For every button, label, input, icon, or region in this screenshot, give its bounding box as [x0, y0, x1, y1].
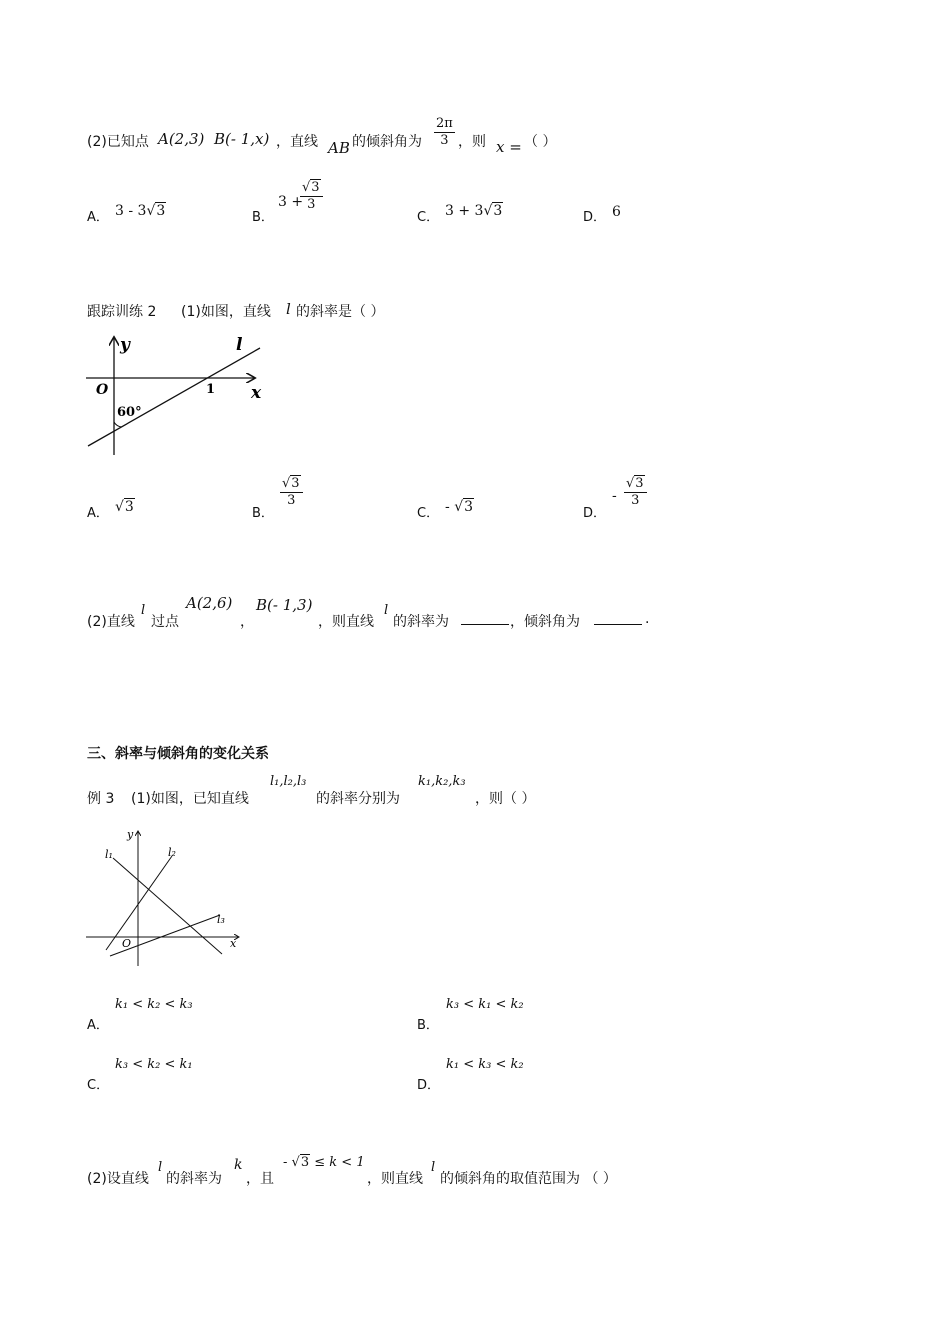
- fig2-x-label: x: [230, 937, 237, 950]
- t-option-d-den: 3: [631, 493, 640, 508]
- eq2-inequality: - √3 ≤ k < 1: [283, 1155, 365, 1170]
- example-label: 例 3: [87, 791, 115, 807]
- e-option-a-label: A．: [87, 1018, 109, 1033]
- e-option-c-expr: k₃ < k₂ < k₁: [115, 1057, 193, 1072]
- option-b-fraction: $\frac{√3}{3}$: [300, 180, 323, 213]
- t-option-b-den: 3: [287, 493, 296, 508]
- x-equals: x =: [496, 138, 522, 156]
- fig2-l1-label: l₁: [105, 848, 113, 861]
- option-b-rad: 3: [311, 180, 320, 195]
- t-option-c-label: C．: [417, 506, 440, 521]
- fraction-2pi-3: [434, 116, 455, 149]
- option-a-rad: 3: [156, 203, 166, 219]
- answer-paren: （ ）: [524, 134, 557, 150]
- exercise-q1-suffix: 的斜率是（ ）: [296, 304, 385, 320]
- fig-x-label: x: [251, 383, 262, 403]
- option-d-label: D．: [583, 210, 607, 225]
- eq2-slope: 的斜率为: [166, 1171, 222, 1187]
- e-option-d-expr: k₁ < k₃ < k₂: [446, 1057, 524, 1072]
- q2-suffix: ，则: [458, 134, 486, 150]
- t-option-a-rad: 3: [124, 499, 134, 515]
- q2-prefix: (2)已知点: [87, 134, 149, 150]
- option-b-den: 3: [307, 197, 316, 212]
- point-a: A(2,3): [158, 130, 205, 148]
- t-option-b-fraction: $\frac{√3}{3}$: [280, 476, 303, 509]
- fig-angle-label: 60°: [117, 405, 142, 420]
- fig-l-label: l: [236, 335, 243, 355]
- eq2-k: k: [234, 1157, 243, 1173]
- t-option-d-label: D．: [583, 506, 607, 521]
- e-option-b-label: B．: [417, 1018, 439, 1033]
- q2-mid: ，直线: [276, 134, 318, 150]
- fig-y-label: y: [120, 335, 130, 355]
- exercise-title: 跟踪训练 2: [87, 304, 157, 320]
- t-option-d-rad: 3: [635, 476, 644, 491]
- option-b-pre: 3 +: [278, 194, 304, 210]
- t-option-c-value: - √3: [445, 499, 474, 515]
- fig2-origin-label: O: [122, 937, 132, 950]
- eq2-end: 的倾斜角的取值范围为 （ ）: [440, 1171, 617, 1187]
- example-lines: l₁,l₂,l₃: [270, 774, 307, 789]
- angle-arc: [114, 422, 122, 427]
- t-option-d-pre: -: [612, 488, 617, 504]
- slope-figure: [84, 330, 274, 460]
- option-b-label: B．: [252, 210, 274, 225]
- eq2-ineq-rad: 3: [300, 1155, 310, 1170]
- eq2-and: ，且: [246, 1171, 274, 1187]
- fig2-l2-label: l₂: [168, 846, 176, 859]
- tq2-text: (2)直线: [87, 614, 135, 630]
- e-option-a-expr: k₁ < k₂ < k₃: [115, 997, 193, 1012]
- t-option-d-fraction: $\frac{√3}{3}$: [624, 476, 647, 509]
- frac-num: 2π: [436, 116, 453, 131]
- tq2-slope: 的斜率为: [393, 614, 449, 630]
- option-a-label: A．: [87, 210, 109, 225]
- tq2-comma: ，: [240, 614, 254, 630]
- t-option-b-rad: 3: [291, 476, 300, 491]
- tq2-angle: ，倾斜角为: [510, 614, 580, 630]
- t-option-b-label: B．: [252, 506, 274, 521]
- e-option-d-label: D．: [417, 1078, 441, 1093]
- tq2-point-a: A(2,6): [186, 594, 233, 612]
- example-ks: k₁,k₂,k₃: [418, 774, 466, 789]
- t-option-a-value: √3: [115, 499, 134, 515]
- section-heading: 三、斜率与倾斜角的变化关系: [87, 746, 269, 762]
- angle-blank[interactable]: [594, 612, 642, 625]
- eq2-l: l: [158, 1160, 163, 1175]
- eq2-ineq-post: ≤ k < 1: [314, 1155, 365, 1170]
- option-a-pre: 3 - 3: [115, 203, 147, 219]
- frac-den: 3: [440, 133, 449, 148]
- option-c-label: C．: [417, 210, 440, 225]
- e-option-c-label: C．: [87, 1078, 110, 1093]
- eq2-ineq-pre: -: [283, 1155, 288, 1170]
- option-c-pre: 3 + 3: [445, 203, 484, 219]
- three-lines-figure: [84, 826, 244, 966]
- tq2-point-b: B(- 1,3): [256, 596, 313, 614]
- eq2-text: (2)设直线: [87, 1171, 149, 1187]
- slope-blank[interactable]: [461, 612, 509, 625]
- e-option-b-expr: k₃ < k₁ < k₂: [446, 997, 524, 1012]
- option-c-value: 3 + 3√3: [445, 203, 503, 219]
- segment-ab: AB: [328, 139, 350, 157]
- tq2-end: .: [645, 611, 650, 627]
- option-a-value: 3 - 3√3: [115, 203, 166, 219]
- fig2-l3-label: l₃: [217, 913, 225, 926]
- line-l-label: l: [286, 300, 291, 318]
- example-text: (1)如图，已知直线: [131, 791, 249, 807]
- eq2-l2: l: [431, 1160, 436, 1175]
- fig-origin-label: O: [96, 382, 109, 398]
- option-c-rad: 3: [493, 203, 503, 219]
- example-end: ，则（ ）: [475, 791, 536, 807]
- tq2-l: l: [141, 603, 146, 618]
- tq2-l2: l: [384, 603, 389, 618]
- t-option-c-rad: 3: [464, 499, 474, 515]
- option-d-value: 6: [612, 204, 621, 220]
- exercise-q1-text: (1)如图，直线: [181, 304, 271, 320]
- tq2-then: ，则直线: [318, 614, 374, 630]
- t-option-c-pre: -: [445, 499, 450, 515]
- q2-mid2: 的倾斜角为: [352, 134, 422, 150]
- line-l2: [106, 856, 172, 950]
- example-mid: 的斜率分别为: [316, 791, 400, 807]
- eq2-then: ，则直线: [367, 1171, 423, 1187]
- point-b: B(- 1,x): [214, 130, 270, 148]
- tq2-pass: 过点: [151, 614, 179, 630]
- fig2-y-label: y: [127, 828, 134, 841]
- fig-one-label: 1: [206, 382, 216, 397]
- t-option-a-label: A．: [87, 506, 109, 521]
